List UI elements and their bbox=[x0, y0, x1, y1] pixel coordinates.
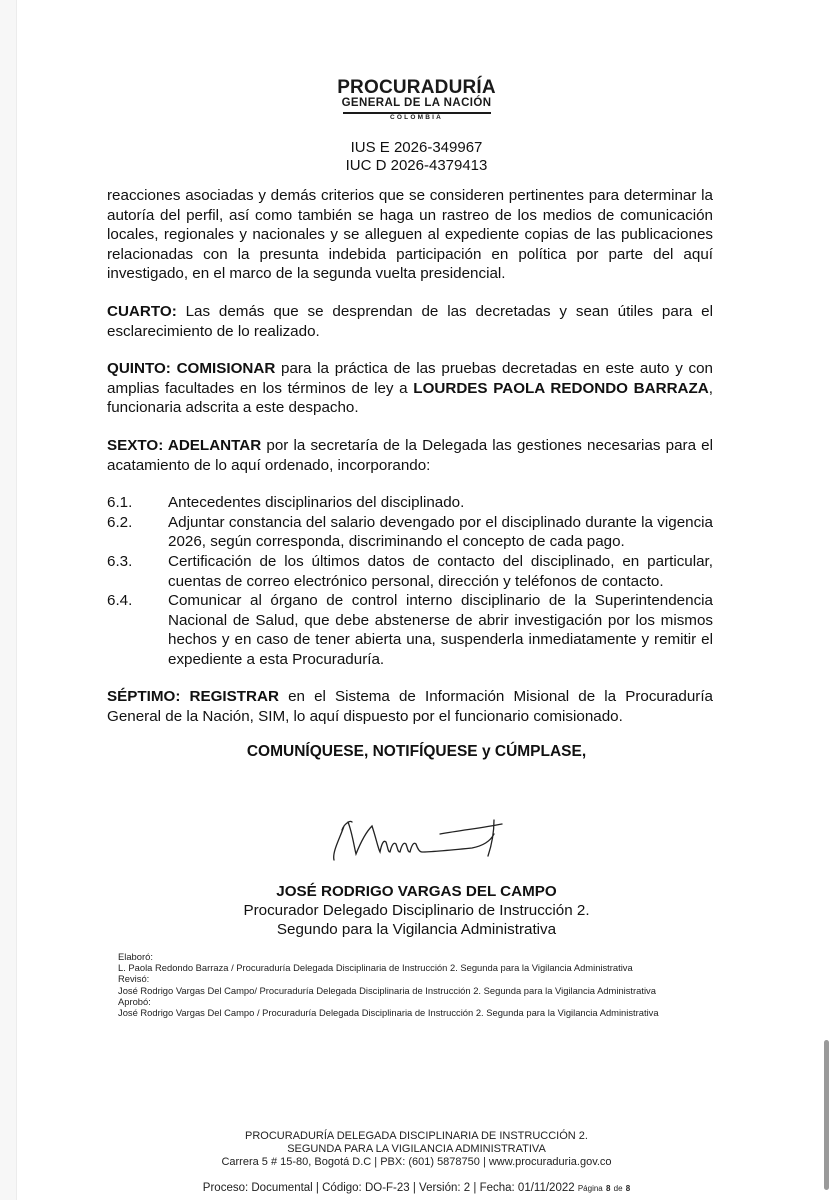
list-item-text: Antecedentes disciplinarios del disciplinado. bbox=[168, 494, 465, 512]
signer-office: Segundo para la Vigilancia Administrativa bbox=[276, 921, 557, 938]
page-word: Página bbox=[577, 1184, 603, 1193]
intro-paragraph: reacciones asociadas y demás criterios que se consideren pertinentes para determinar la autoría del perfil, así como también se haga un rastreo de los medios de comunicación locales, regionales y nacionales y se alleguen al expediente copias de las publicaciones relacionadas con la presunta indebida participación en política por parte del aquí investigado, en el marco de la segunda vuelta presidencial. bbox=[107, 187, 713, 283]
logo-country: COLOMBIA bbox=[390, 113, 443, 121]
signer-name: JOSÉ RODRIGO VARGAS DEL CAMPO bbox=[276, 883, 557, 900]
aprobo-text: José Rodrigo Vargas Del Campo / Procuraduría Delegada Disciplinaria de Instrucción 2. Segunda para la Vigilancia Administrativa bbox=[118, 1007, 659, 1019]
iuc-number: IUC D 2026-4379413 bbox=[345, 157, 488, 174]
scrollbar-thumb[interactable] bbox=[824, 1040, 829, 1190]
signer-block bbox=[0, 882, 833, 939]
credits-block bbox=[118, 951, 714, 1018]
page-footer bbox=[0, 1130, 833, 1169]
footer-office: PROCURADURÍA DELEGADA DISCIPLINARIA DE INSTRUCCIÓN 2. bbox=[245, 1130, 588, 1142]
footer-subtitle: SEGUNDA PARA LA VIGILANCIA ADMINISTRATIVA bbox=[287, 1143, 546, 1155]
reviso-text: José Rodrigo Vargas Del Campo/ Procuraduría Delegada Disciplinaria de Instrucción 2. Segunda para la Vigilancia Administrativa bbox=[118, 984, 656, 996]
list-item-text: Comunicar al órgano de control interno disciplinario de la Superintendencia Nacional de Salud, que debe abstenerse de abrir investigación por los mismos hechos y en caso de tener abierta una, suspenderla inmediatamente y remitir el expediente a esta Procuraduría. bbox=[168, 592, 713, 668]
cuarto-paragraph bbox=[107, 302, 713, 341]
page-total: 8 bbox=[625, 1184, 631, 1193]
quinto-name: LOURDES PAOLA REDONDO BARRAZA bbox=[413, 379, 709, 397]
cuarto-label: CUARTO: bbox=[107, 302, 177, 320]
closing-formula: COMUNÍQUESE, NOTIFÍQUESE y CÚMPLASE, bbox=[246, 743, 587, 760]
list-item bbox=[107, 591, 713, 669]
sexto-paragraph bbox=[107, 436, 713, 475]
process-line bbox=[0, 1182, 833, 1194]
ius-number: IUS E 2026-349967 bbox=[350, 139, 483, 156]
incorporation-list bbox=[107, 493, 713, 669]
quinto-text-2: , funcionaria adscrita a este despacho. bbox=[107, 379, 713, 417]
quinto-paragraph bbox=[107, 359, 713, 418]
document-body bbox=[107, 186, 713, 745]
septimo-label: SÉPTIMO: REGISTRAR bbox=[107, 688, 279, 706]
sexto-text: por la secretaría de la Delegada las gestiones necesarias para el acatamiento de lo aquí ordenado, incorporando: bbox=[107, 436, 713, 474]
septimo-text: en el Sistema de Información Misional de la Procuraduría General de la Nación, SIM, lo aquí dispuesto por el funcionario comisionado. bbox=[107, 688, 713, 726]
list-item-text: Adjuntar constancia del salario devengado por el disciplinado durante la vigencia 2026, según corresponda, discriminando el concepto de cada pago. bbox=[168, 513, 713, 551]
elaboro-label: Elaboró: bbox=[118, 951, 153, 962]
list-item bbox=[107, 513, 713, 552]
list-item-number: 6.1. bbox=[107, 494, 133, 512]
signer-role: Procurador Delegado Disciplinario de Instrucción 2. bbox=[243, 902, 590, 919]
list-item-number: 6.2. bbox=[107, 513, 133, 531]
handwritten-signature bbox=[322, 812, 512, 867]
cuarto-text: Las demás que se desprendan de las decretadas y sean útiles para el esclarecimiento de lo realizado. bbox=[107, 302, 713, 340]
list-item bbox=[107, 493, 713, 513]
list-item bbox=[107, 552, 713, 591]
list-item-number: 6.4. bbox=[107, 592, 133, 610]
page-number: 8 bbox=[605, 1184, 611, 1193]
septimo-paragraph bbox=[107, 687, 713, 726]
quinto-label: QUINTO: COMISIONAR bbox=[107, 360, 276, 378]
sexto-label: SEXTO: ADELANTAR bbox=[107, 436, 262, 454]
reviso-label: Revisó: bbox=[118, 973, 150, 985]
logo-subtitle: GENERAL DE LA NACIÓN bbox=[341, 97, 492, 109]
quinto-text-1: para la práctica de las pruebas decretadas en este auto y con amplias facultades en los términos de ley a bbox=[107, 360, 714, 397]
page-of: de bbox=[613, 1184, 623, 1193]
procuraduria-logo bbox=[0, 78, 833, 121]
page-edge bbox=[0, 0, 17, 1200]
elaboro-text: L. Paola Redondo Barraza / Procuraduría Delegada Disciplinaria de Instrucción 2. Segunda para la Vigilancia Administrativa bbox=[118, 962, 633, 974]
list-item-number: 6.3. bbox=[107, 552, 133, 570]
footer-contact: Carrera 5 # 15-80, Bogotá D.C | PBX: (601) 5878750 | www.procuraduria.gov.co bbox=[221, 1156, 612, 1168]
list-item-text: Certificación de los últimos datos de contacto del disciplinado, en particular, cuentas de correo electrónico personal, dirección y teléfonos de contacto. bbox=[168, 552, 713, 590]
process-info: Proceso: Documental | Código: DO-F-23 | Versión: 2 | Fecha: 01/11/2022 bbox=[202, 1182, 575, 1194]
case-numbers bbox=[0, 139, 833, 175]
aprobo-label: Aprobó: bbox=[118, 995, 151, 1007]
logo-title: PROCURADURÍA bbox=[337, 77, 496, 98]
